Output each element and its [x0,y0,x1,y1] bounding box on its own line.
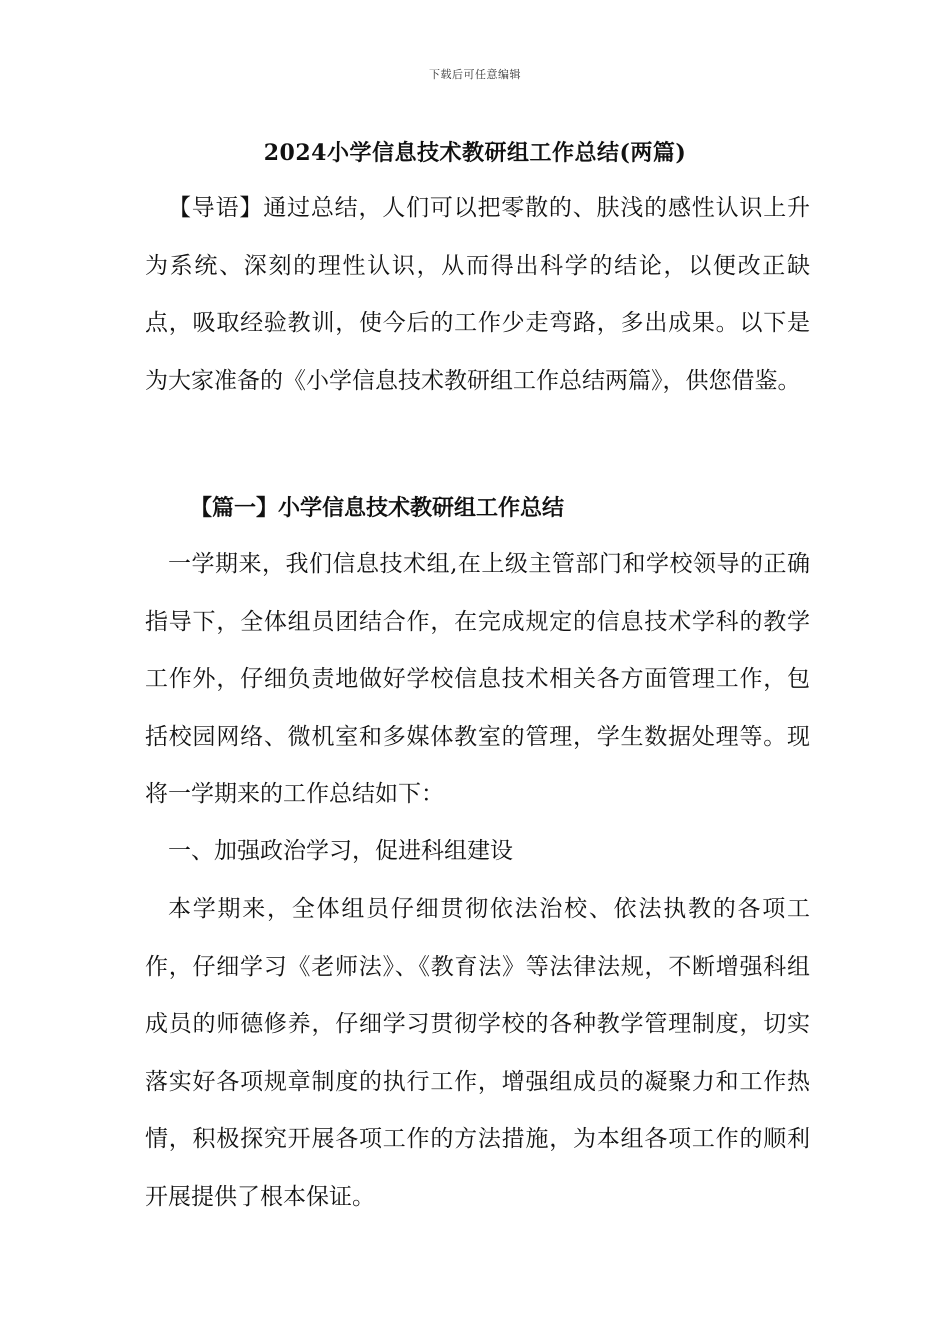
intro-paragraph: 【导语】通过总结，人们可以把零散的、肤浅的感性认识上升为系统、深刻的理性认识，从而得出科学的结论，以便改正缺点，吸取经验教训，使今后的工作少走弯路，多出成果。以下是为大家准备的《小学信息技术教研组工作总结两篇》，供您借鉴。 [145,195,810,394]
page-header-note: 下载后可任意编辑 [429,68,521,81]
document-title: 2024小学信息技术教研组工作总结(两篇) [263,140,687,166]
body-paragraph: 一学期来，我们信息技术组,在上级主管部门和学校领导的正确指导下，全体组员团结合作，在完成规定的信息技术学科的教学工作外，仔细负责地做好学校信息技术相关各方面管理工作，包括校园网络、微机室和多媒体教室的管理，学生数据处理等。现将一学期来的工作总结如下： [145,551,810,807]
subheading-paragraph: 一、加强政治学习，促进科组建设 [168,838,513,864]
body-paragraph: 本学期来，全体组员仔细贯彻依法治校、依法执教的各项工作，仔细学习《老师法》、《教育法》等法律法规，不断增强科组成员的师德修养，仔细学习贯彻学校的各种教学管理制度，切实落实好各项规章制度的执行工作，增强组成员的凝聚力和工作热情，积极探究开展各项工作的方法措施，为本组各项工作的顺利开展提供了根本保证。 [145,896,810,1210]
section-title: 【篇一】小学信息技术教研组工作总结 [190,495,565,521]
